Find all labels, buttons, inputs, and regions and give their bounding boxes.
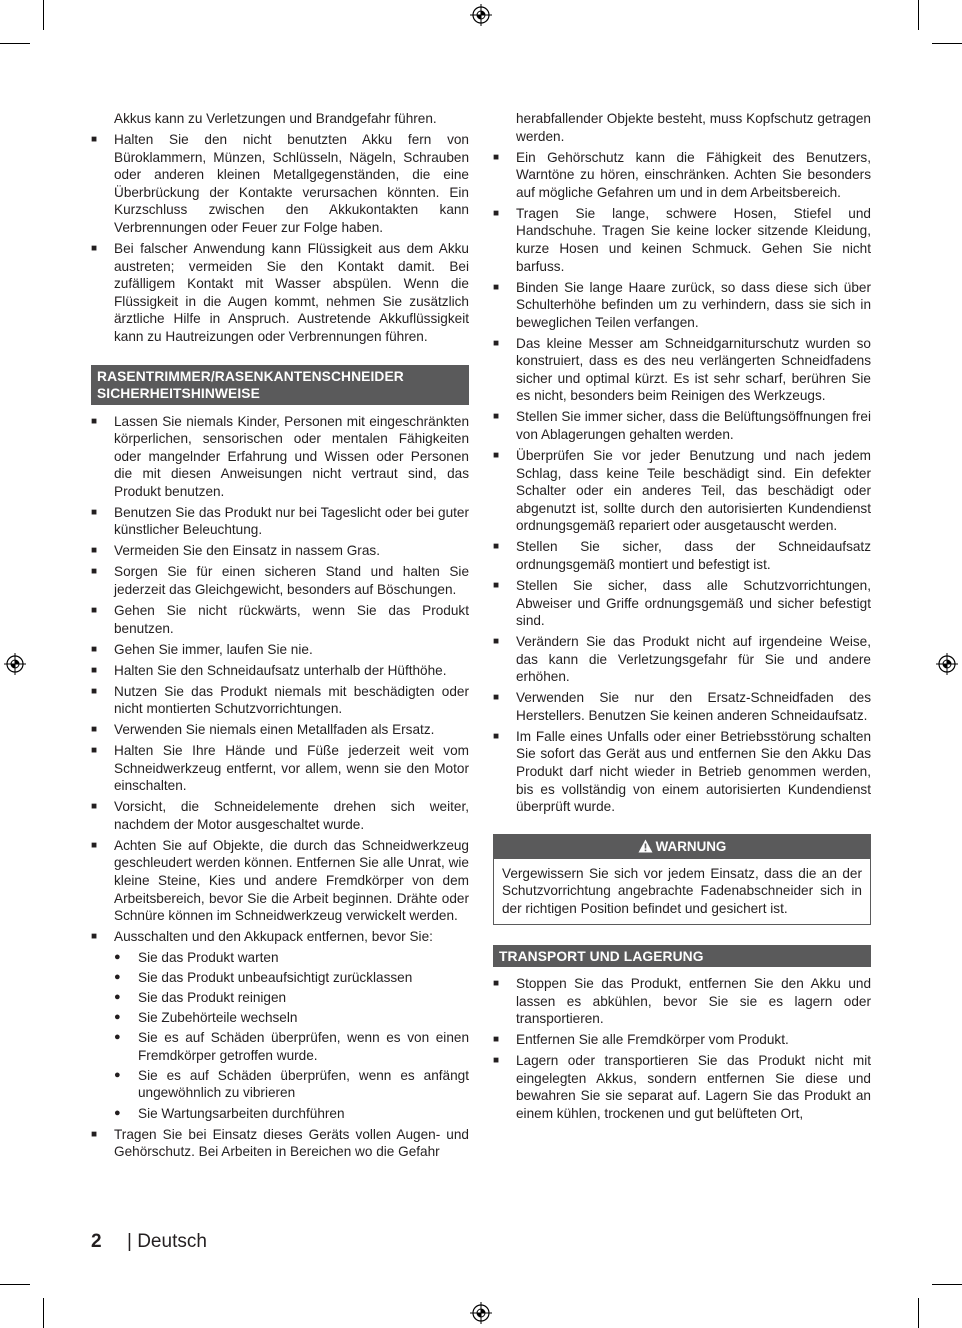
- list-item: ■ Gehen Sie nicht rückwärts, wenn Sie das Produkt benutzen.: [91, 603, 469, 636]
- list-item: ■ Lagern oder transportieren Sie das Produkt nicht mit eingelegten Akkus, sondern entfernen Sie diese und bewahren Sie sie separat auf. Lagern Sie das Produkt an einem kühlen, trockenen und gut belüfteten Ort,: [493, 1053, 871, 1122]
- square-bullet-icon: ■: [91, 605, 98, 616]
- list-item: ■ Gehen Sie immer, laufen Sie nie.: [91, 641, 313, 657]
- page-number: 2: [91, 1231, 102, 1252]
- crop-mark: [918, 1298, 919, 1328]
- section-heading: TRANSPORT UND LAGERUNG: [493, 945, 871, 968]
- continuation-text: Akkus kann zu Verletzungen und Brandgefahr führen.: [114, 111, 437, 126]
- sub-list-item: ● Sie es auf Schäden überprüfen, wenn es von einen Fremdkörper getroffen wurde.: [114, 1030, 469, 1063]
- square-bullet-icon: ■: [91, 931, 98, 943]
- sub-list-item: ● Sie das Produkt reinigen: [114, 990, 287, 1005]
- list-item: ■ Binden Sie lange Haare zurück, so dass diese sich über Schulterhöhe befinden um zu verhindern, dass sie sich in beweglichen Teilen verfangen.: [493, 279, 871, 330]
- square-bullet-icon: ■: [493, 636, 500, 648]
- warning-triangle-icon: [638, 839, 653, 853]
- page-footer: [91, 1230, 207, 1254]
- square-bullet-icon: ■: [91, 745, 98, 757]
- square-bullet-icon: ■: [493, 541, 500, 553]
- square-bullet-icon: ■: [493, 730, 500, 742]
- list-item: ■ Bei falscher Anwendung kann Flüssigkeit aus dem Akku austreten; vermeiden Sie den Kontakt damit. Bei zufälligem Kontakt mit Wasser abspülen. Wenn die Flüssigkeit in die Augen kommt, nehmen Sie zusätzlich ärztliche Hilfe in Anspruch. Austretende Akkuflüssigkeit kann zu Hautreizungen oder Verbrennungen führen.: [91, 240, 469, 344]
- crop-mark: [932, 43, 962, 44]
- dot-bullet-icon: ●: [114, 1106, 121, 1119]
- square-bullet-icon: ■: [493, 151, 500, 163]
- square-bullet-icon: ■: [91, 724, 98, 736]
- list-item: ■ Verwenden Sie nur den Ersatz-Schneidfaden des Herstellers. Benutzen Sie keinen anderen Schneidaufsatz.: [493, 690, 871, 723]
- list-item: ■ Halten Sie Ihre Hände und Füße jederzeit weit vom Schneidwerkzeug entfernt, vor allem, wenn sie den Motor einschalten.: [91, 743, 469, 794]
- dot-bullet-icon: ●: [114, 1031, 121, 1044]
- crop-mark: [0, 43, 30, 44]
- square-bullet-icon: ■: [493, 450, 500, 462]
- square-bullet-icon: ■: [493, 579, 500, 591]
- section-heading: RASENTRIMMER/RASENKANTENSCHNEIDER SICHERHEITSHINWEISE: [91, 365, 469, 405]
- bullet-list: [493, 149, 871, 816]
- list-item: ■ Ausschalten und den Akkupack entfernen, bevor Sie: ● Sie das Produkt warten ● Sie das Produkt unbeaufsichtigt zurücklassen ● Sie das Produkt reinigen ● Sie Zubehörteile wechseln ● Sie es auf Schäden überprüfen, wenn es von einen Fremdkörper getroffen wurde. ● Sie es auf Schäden überprüfen, wenn es anfängt ungewöhnlich zu vibrieren ● Sie Wartungsarbeiten durchführen: [91, 929, 469, 1121]
- right-column: [493, 110, 871, 1126]
- dot-bullet-icon: ●: [114, 1068, 121, 1081]
- list-item: ■ Tragen Sie bei Einsatz dieses Geräts vollen Augen- und Gehörschutz. Bei Arbeiten in Bereichen wo die Gefahr: [91, 1126, 469, 1160]
- list-item: ■ Stoppen Sie das Produkt, entfernen Sie den Akku und lassen es abkühlen, bevor Sie sie es lagern oder transportieren.: [493, 976, 871, 1027]
- list-item: ■ Verwenden Sie niemals einen Metallfaden als Ersatz.: [91, 722, 435, 738]
- bullet-list: [493, 975, 871, 1123]
- list-item: ■ Das kleine Messer am Schneidgarniturschutz wurden so konstruiert, dass es des neu verlängerten Schneidfadens sicher und optimal kürzt. Es ist sehr scharf, berühren Sie es nicht, besonders beim Reinigen des Werkzeugs.: [493, 335, 871, 404]
- list-item: ■ Ein Gehörschutz kann die Fähigkeit des Benutzers, Warntöne zu hören, einschränken. Achten Sie besonders auf mögliche Gefahren um und in dem Arbeitsbereich.: [493, 149, 871, 200]
- square-bullet-icon: ■: [493, 978, 500, 990]
- square-bullet-icon: ■: [91, 1128, 98, 1140]
- square-bullet-icon: ■: [493, 337, 500, 349]
- warning-text: Vergewissern Sie sich vor jedem Einsatz, dass die an der Schutzvorrichtung angebrachte Fadenabschneider sich in der richtigen Position befindet und gesichert ist.: [502, 865, 862, 917]
- registration-mark-icon: [4, 653, 26, 675]
- list-item: ■ Tragen Sie lange, schwere Hosen, Stiefel und Handschuhe. Tragen Sie keine locker sitzende Kleidung, kurze Hosen und keinen Schmuck. Gehen Sie nicht barfuss.: [493, 205, 871, 274]
- bullet-list: [91, 131, 469, 346]
- square-bullet-icon: ■: [91, 566, 98, 578]
- square-bullet-icon: ■: [91, 801, 98, 813]
- square-bullet-icon: ■: [493, 1034, 500, 1046]
- dot-bullet-icon: ●: [114, 991, 121, 1003]
- list-item: ■ Benutzen Sie das Produkt nur bei Tageslicht oder bei guter künstlicher Beleuchtung.: [91, 504, 469, 538]
- square-bullet-icon: ■: [91, 242, 98, 254]
- language-label: | Deutsch: [127, 1231, 207, 1252]
- crop-mark: [932, 1284, 962, 1285]
- list-item: ■ Vermeiden Sie den Einsatz in nassem Gras.: [91, 543, 380, 559]
- square-bullet-icon: ■: [91, 133, 98, 145]
- crop-mark: [918, 0, 919, 30]
- dot-bullet-icon: ●: [114, 970, 121, 983]
- square-bullet-icon: ■: [91, 545, 98, 557]
- registration-mark-icon: [936, 653, 958, 675]
- square-bullet-icon: ■: [91, 415, 98, 427]
- list-item: ■ Nutzen Sie das Produkt niemals mit beschädigten oder nicht montierten Schutzvorrichtungen.: [91, 683, 469, 717]
- square-bullet-icon: ■: [91, 839, 98, 851]
- crop-mark: [43, 1298, 44, 1328]
- list-item: ■ Lassen Sie niemals Kinder, Personen mit eingeschränkten körperlichen, sensorischen oder mentalen Fähigkeiten oder mangelnder Erfahrung und Wissen oder Personen die mit diesen Anweisungen nicht vertraut sind, das Produkt benutzen.: [91, 413, 469, 499]
- dot-bullet-icon: ●: [114, 1011, 121, 1024]
- crop-mark: [43, 0, 44, 30]
- square-bullet-icon: ■: [91, 643, 98, 655]
- square-bullet-icon: ■: [493, 1055, 500, 1067]
- sub-list-item: ● Sie das Produkt unbeaufsichtigt zurücklassen: [114, 969, 413, 985]
- warning-title: WARNUNG: [655, 838, 727, 854]
- square-bullet-icon: ■: [493, 207, 500, 219]
- list-item: ■ Halten Sie den Schneidaufsatz unterhalb der Hüfthöhe.: [91, 662, 447, 678]
- square-bullet-icon: ■: [493, 692, 500, 704]
- square-bullet-icon: ■: [91, 685, 98, 697]
- sub-list-item: ● Sie das Produkt warten: [114, 949, 279, 965]
- list-item: ■ Verändern Sie das Produkt nicht auf irgendeine Weise, das kann die Verletzungsgefahr für Sie und andere erhöhen.: [493, 634, 871, 685]
- list-item: ■ Halten Sie den nicht benutzten Akku fern von Büroklammern, Münzen, Schlüsseln, Nägeln, Schrauben oder anderen kleinen Metallgegenständen, die eine Überbrückung der Kontakte verursachen könnten. Ein Kurzschluss zwischen den Akkukontakten kann Verbrennungen oder Feuer zur Folge haben.: [91, 131, 469, 235]
- registration-mark-icon: [470, 1302, 492, 1324]
- square-bullet-icon: ■: [493, 411, 500, 423]
- list-item: ■ Stellen Sie sicher, dass der Schneidaufsatz ordnungsgemäß montiert und befestigt ist.: [493, 539, 871, 572]
- bullet-list: [91, 413, 469, 1161]
- continuation-text: herabfallender Objekte besteht, muss Kopfschutz getragen werden.: [516, 111, 871, 144]
- list-item: ■ Vorsicht, die Schneidelemente drehen sich weiter, nachdem der Motor ausgeschaltet wurde.: [91, 799, 469, 832]
- list-item: ■ Im Falle eines Unfalls oder einer Betriebsstörung schalten Sie sofort das Gerät aus und entfernen Sie den Akku Das Produkt darf nicht wieder in Betrieb genommen werden, bis es vollständig von einem autorisierten Kundendienst überprüft wurde.: [493, 728, 871, 815]
- list-item: ■ Stellen Sie immer sicher, dass die Belüftungsöffnungen frei von Ablagerungen gehalten werden.: [493, 409, 871, 443]
- list-item: ■ Überprüfen Sie vor jeder Benutzung und nach jedem Schlag, dass keine Teile beschädigt sind. Ein defekter Schalter oder ein anderes Teil, das beschädigt oder abgenutzt ist, sollte durch den autorisierten Kundendienst ordnungsgemäß repariert oder ausgetauscht werden.: [493, 448, 871, 534]
- warning-header: [494, 835, 870, 859]
- warning-box: [493, 834, 871, 925]
- dot-bullet-icon: ●: [114, 950, 121, 963]
- list-item: ■ Entfernen Sie alle Fremdkörper vom Produkt.: [493, 1032, 789, 1048]
- sub-list-item: ● Sie es auf Schäden überprüfen, wenn es anfängt ungewöhnlich zu vibrieren: [114, 1067, 469, 1101]
- list-item: ■ Achten Sie auf Objekte, die durch das Schneidwerkzeug geschleudert werden können. Entfernen Sie alle Unrat, wie kleine Steine, Kies und andere Fremdkörper von dem Arbeitsbereich, bevor Sie die Arbeit beginnen. Drähte oder Schnüre können im Schneidwerkzeug verwickelt werden.: [91, 837, 469, 924]
- crop-mark: [0, 1284, 30, 1285]
- square-bullet-icon: ■: [493, 281, 500, 293]
- square-bullet-icon: ■: [91, 664, 98, 676]
- left-column: [91, 110, 469, 1164]
- list-item: ■ Stellen Sie sicher, dass alle Schutzvorrichtungen, Abweiser und Griffe ordnungsgemäß und sicher befestigt sind.: [493, 577, 871, 629]
- square-bullet-icon: ■: [91, 506, 98, 518]
- sub-bullet-list: [114, 949, 469, 1122]
- sub-list-item: ● Sie Wartungsarbeiten durchführen: [114, 1105, 345, 1121]
- registration-mark-icon: [470, 4, 492, 26]
- sub-list-item: ● Sie Zubehörteile wechseln: [114, 1010, 298, 1026]
- list-item: ■ Sorgen Sie für einen sicheren Stand und halten Sie jederzeit das Gleichgewicht, besonders auf Böschungen.: [91, 564, 469, 598]
